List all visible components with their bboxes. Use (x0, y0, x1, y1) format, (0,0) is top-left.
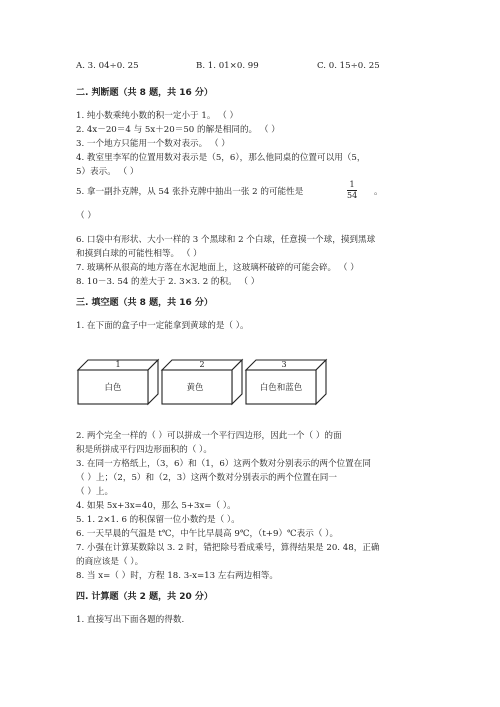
fill-item-3: 3. 在同一方格纸上，（3，6）和（1，6）这两个数对分别表示的两个位置在同 (76, 459, 371, 469)
box-2 (162, 360, 242, 404)
boxes-illustration (70, 354, 430, 414)
choice-b: B. 1. 01×0. 99 (196, 61, 259, 71)
judge-item-2: 2. 4x－20＝4 与 5x＋20＝50 的解是相同的。 （ ） (76, 125, 280, 135)
judge-item-4-cont: 5）表示。 （ ） (76, 167, 139, 177)
section-4-title: 四. 计算题（共 2 题，共 20 分） (76, 592, 213, 602)
choice-c: C. 0. 15÷0. 25 (317, 61, 380, 71)
judge-item-4: 4. 教室里李军的位置用数对表示是（5，6），那么他同桌的位置可以用（5， (76, 153, 366, 163)
judge-item-6-cont: 和摸到白球的可能性相等。 （ ） (76, 249, 202, 259)
fraction-denominator: 54 (347, 191, 358, 200)
box-2-label: 黄色 (186, 383, 204, 393)
probability-fraction (347, 181, 357, 200)
section-2-title: 二. 判断题（共 8 题，共 16 分） (76, 88, 213, 98)
fill-item-7-cont: 的商应该是（ ）。 (76, 557, 144, 567)
calc-item-1: 1. 直接写出下面各题的得数. (76, 615, 185, 625)
judge-item-1: 1. 纯小数乘纯小数的积一定小于 1。 （ ） (76, 111, 239, 121)
fill-item-4: 4. 如果 5x+3x=40，那么 5+3x=（ ）。 (76, 501, 236, 511)
judge-item-3: 3. 一个地方只能用一个数对表示。 （ ） (76, 139, 230, 149)
fill-item-3-cont: （ ）上；（2，5）和（2，3）这两个数对分别表示的两个位置在同一 (76, 473, 337, 483)
box-1-label: 白色 (104, 383, 122, 393)
section-3-title: 三. 填空题（共 8 题，共 16 分） (76, 298, 213, 308)
box-2-number: 2 (199, 360, 205, 369)
judge-item-5: 5. 拿一副扑克牌，从 54 张扑克牌中抽出一张 2 的可能性是 (76, 187, 304, 197)
fill-item-8: 8. 当 x=（ ）时，方程 18. 3-x=13 左右两边相等。 (76, 571, 278, 581)
box-3-label: 白色和蓝色 (259, 383, 303, 393)
box-1-number: 1 (115, 360, 121, 369)
box-1 (78, 360, 158, 404)
fill-item-3-end: （ ）上。 (76, 487, 114, 497)
fill-item-2-cont: 积是所拼成平行四边形面积的（ ）。 (76, 445, 212, 455)
judge-item-6: 6. 口袋中有形状、大小一样的 3 个黑球和 2 个白球，任意摸一个球，摸到黑球 (76, 235, 376, 245)
choice-a: A. 3. 04÷0. 25 (76, 61, 139, 71)
fill-item-7: 7. 小强在计算某数除以 3. 2 时，错把除号看成乘号，算得结果是 20. 48，正确 (76, 543, 380, 553)
fill-item-2: 2. 两个完全一样的（ ）可以拼成一个平行四边形，因此一个（ ）的面 (76, 431, 342, 441)
box-3-number: 3 (281, 360, 287, 369)
judge-item-5-answer: （ ） (76, 211, 96, 221)
fill-item-5: 5. 1. 2×1. 6 的积保留一位小数约是（ ）。 (76, 515, 240, 525)
judge-item-8: 8. 10－3. 54 的差大于 2. 3×3. 2 的积。 （ ） (76, 277, 260, 287)
fill-item-6: 6. 一天早晨的气温是 t℃，中午比早晨高 9℃，（t+9）℃表示（ ）。 (76, 529, 339, 539)
fill-item-1: 1. 在下面的盒子中一定能拿到黄球的是（ ）。 (76, 321, 249, 331)
judge-item-7: 7. 玻璃杯从很高的地方落在水泥地面上，这玻璃杯破碎的可能会碎。 （ ） (76, 263, 359, 273)
fraction-numerator: 1 (347, 181, 357, 191)
judge-item-5-period: 。 (374, 187, 383, 197)
box-3 (246, 360, 326, 404)
